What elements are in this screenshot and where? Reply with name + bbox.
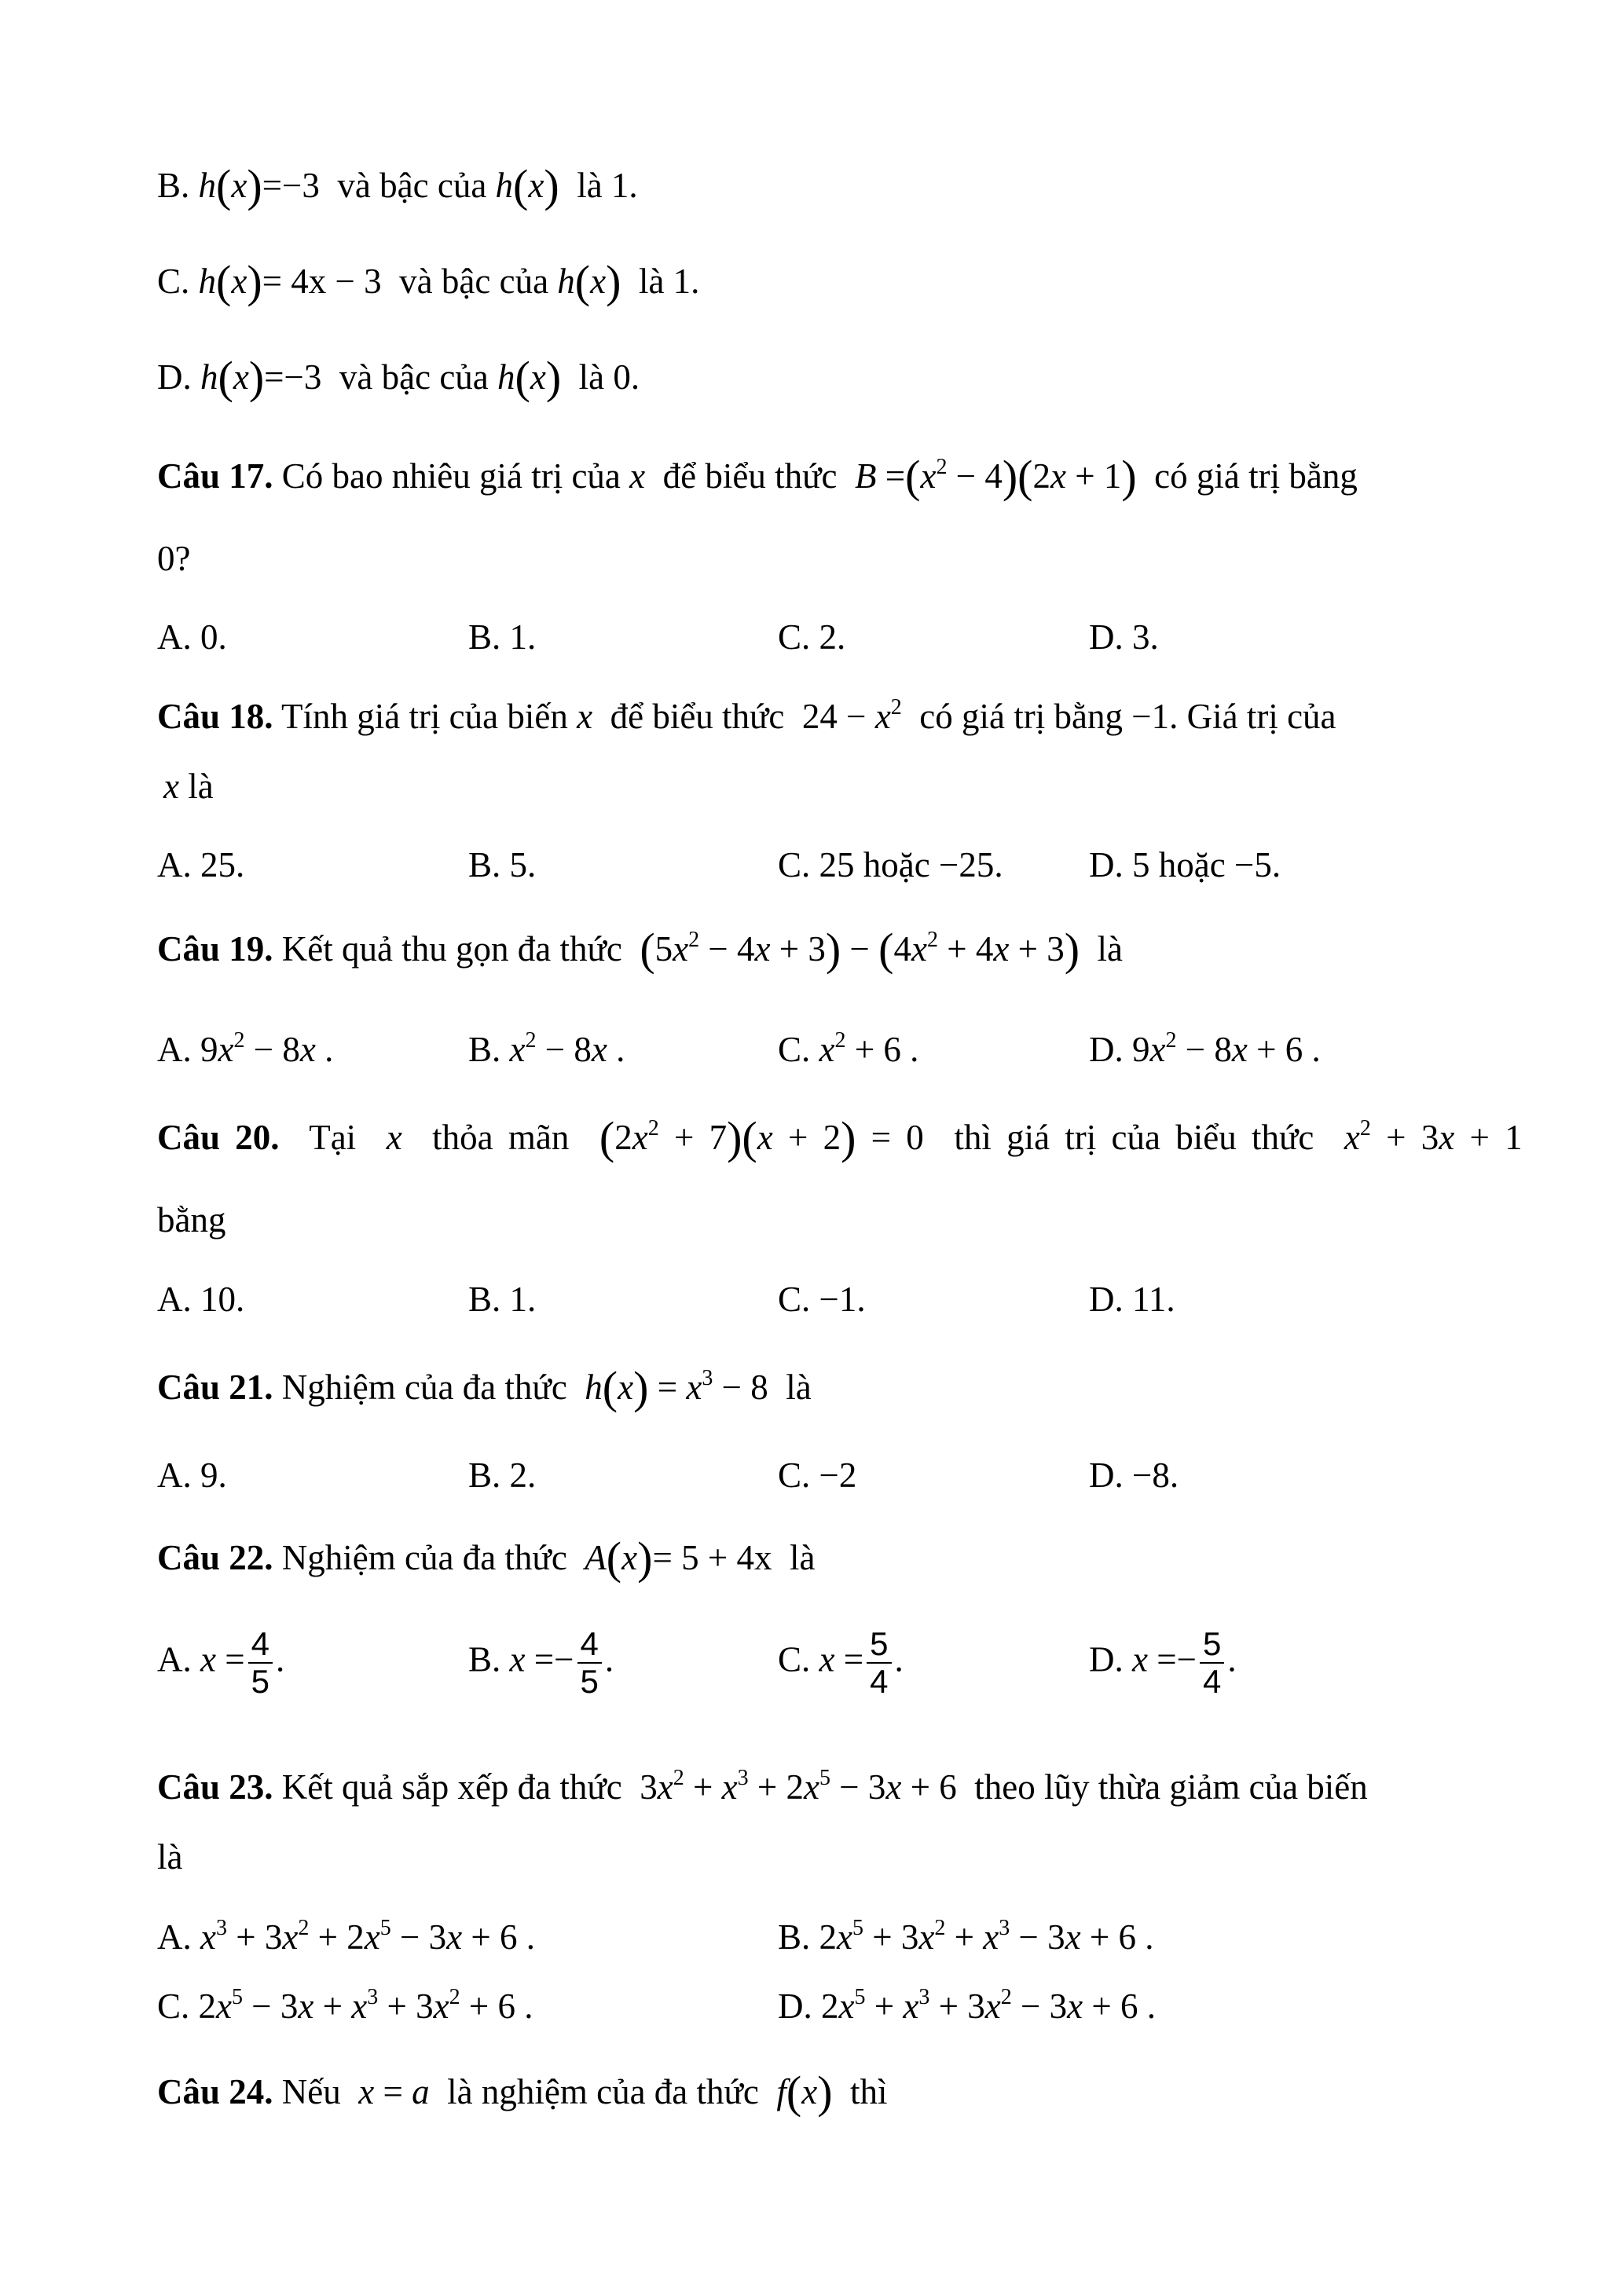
question-number: Câu 24. xyxy=(157,2072,273,2111)
variable: x xyxy=(163,767,179,806)
q18-option-c: C. 25 hoặc −25. xyxy=(778,845,1003,884)
question-text: Giá trị của xyxy=(1186,697,1336,736)
q19-option-d: D. $9x^2 - 8x + 6$ . xyxy=(1089,1028,1321,1069)
q17-option-a: A. 0. xyxy=(157,617,227,657)
numerator: 4 xyxy=(577,1626,602,1664)
option-label: B. xyxy=(468,1030,501,1069)
question-text: Tính giá trị của biến xyxy=(280,697,568,736)
question-text: Nghiệm của đa thức xyxy=(281,1538,567,1577)
q17-option-d: D. 3. xyxy=(1089,617,1159,657)
option-label: C. xyxy=(778,1030,811,1069)
q17-option-c: C. 2. xyxy=(778,617,846,657)
fraction xyxy=(248,1626,273,1700)
option-label: B. xyxy=(157,166,190,205)
fraction xyxy=(1200,1626,1224,1700)
question-number: Câu 17. xyxy=(157,456,273,496)
denominator: 5 xyxy=(251,1663,269,1701)
q19-option-b: B. $x^2 - 8x$ . xyxy=(468,1028,625,1069)
question-17: Câu 17. Có bao nhiêu giá trị của x để biểu thức $B =(x^2 - 4)(2x + 1)$ có giá trị bằng xyxy=(157,451,1358,502)
question-text: Kết quả sắp xếp đa thức xyxy=(281,1767,622,1807)
q18-option-b: B. 5. xyxy=(468,845,537,884)
variable: x xyxy=(577,697,593,736)
sign: − xyxy=(1176,1639,1197,1679)
question-text: thì xyxy=(850,2072,888,2111)
q22-option-b: B. x =− $\frac{4}{5}$ . xyxy=(468,1625,614,1701)
q20-option-a: A. 10. xyxy=(157,1280,245,1319)
fraction xyxy=(577,1626,602,1700)
option-tail: là 0. xyxy=(578,357,640,397)
question-text: có giá trị bằng xyxy=(919,697,1123,736)
q18-option-d: D. 5 hoặc −5. xyxy=(1089,845,1281,884)
question-text: là nghiệm của đa thức xyxy=(447,2072,759,2111)
question-23: Câu 23. Kết quả sắp xếp đa thức $3x^2 + x^3 + 2x^5 - 3x + 6$ theo lũy thừa giảm của biến xyxy=(157,1766,1368,1807)
question-number: Câu 21. xyxy=(157,1368,273,1407)
variable: x xyxy=(629,456,646,496)
option-b-prev: B. h(x)=−3 và bậc của h(x) là 1. xyxy=(157,160,638,211)
option-label: C. xyxy=(157,1987,190,2026)
denominator: 5 xyxy=(580,1663,599,1701)
numerator: 5 xyxy=(867,1626,891,1664)
question-23-cont: là xyxy=(157,1837,183,1877)
option-d-prev: D. h(x)=−3 và bậc của h(x) là 0. xyxy=(157,352,640,403)
question-20: Câu 20. Tại x thỏa mãn $(2x^2 + 7)(x + 2) = 0$ thì giá trị của biểu thức $x^2 + 3x + 1$ xyxy=(157,1112,1523,1163)
question-number: Câu 23. xyxy=(157,1767,273,1807)
numerator: 4 xyxy=(248,1626,273,1664)
q21-option-d: D. −8. xyxy=(1089,1456,1179,1495)
option-label: A. xyxy=(157,1030,192,1069)
question-number: Câu 22. xyxy=(157,1538,273,1577)
option-tail: là 1. xyxy=(577,166,638,205)
q18-option-a: A. 25. xyxy=(157,845,245,884)
option-expr: =−3 xyxy=(264,357,322,397)
option-label: A. xyxy=(157,1639,192,1679)
q23-option-d: D. $2x^5 + x^3 + 3x^2 - 3x + 6$ . xyxy=(778,1985,1156,2026)
question-text: Nếu xyxy=(281,2072,341,2111)
option-text: và bậc của xyxy=(339,357,489,397)
option-expr: =−3 xyxy=(262,166,320,205)
q20-option-b: B. 1. xyxy=(468,1280,537,1319)
option-label: C. xyxy=(778,1639,811,1679)
numerator: 5 xyxy=(1200,1626,1224,1664)
option-text: và bậc của xyxy=(337,166,487,205)
question-text: theo lũy thừa giảm của biến xyxy=(974,1767,1368,1807)
q19-option-c: C. $x^2 + 6$ . xyxy=(778,1028,919,1069)
option-label: D. xyxy=(157,357,192,397)
question-number: Câu 19. xyxy=(157,929,273,969)
expr: 24 − xyxy=(801,697,867,736)
question-text: là xyxy=(789,1538,816,1577)
question-text: Kết quả thu gọn đa thức xyxy=(281,929,622,969)
sign: − xyxy=(554,1639,574,1679)
question-21: Câu 21. Nghiệm của đa thức $h(x) = x^3 - 8$ là xyxy=(157,1362,812,1413)
option-expr: = 4x − 3 xyxy=(262,262,382,301)
value: −1. xyxy=(1131,697,1179,736)
question-text: có giá trị bằng xyxy=(1154,456,1358,496)
q22-option-c: C. x = $\frac{5}{4}$ . xyxy=(778,1625,904,1701)
q21-option-a: A. 9. xyxy=(157,1456,227,1495)
q17-option-b: B. 1. xyxy=(468,617,537,657)
question-22: Câu 22. Nghiệm của đa thức A(x)= 5 + 4x là xyxy=(157,1532,816,1584)
option-label: D. xyxy=(1089,1639,1124,1679)
expr: = 5 + 4x xyxy=(652,1538,772,1577)
option-c-prev: C. h(x)= 4x − 3 và bậc của h(x) là 1. xyxy=(157,256,700,307)
fraction xyxy=(867,1626,891,1700)
question-19: Câu 19. Kết quả thu gọn đa thức $(5x^2 - 4x + 3) - (4x^2 + 4x + 3)$ là xyxy=(157,924,1124,975)
question-number: Câu 20. xyxy=(157,1118,280,1157)
option-label: B. xyxy=(778,1917,811,1957)
option-text: và bậc của xyxy=(399,262,549,301)
option-label: A. xyxy=(157,1917,192,1957)
question-text: là xyxy=(786,1368,812,1407)
question-text: Nghiệm của đa thức xyxy=(281,1368,567,1407)
question-text: là xyxy=(188,767,214,806)
question-text: Có bao nhiêu giá trị của xyxy=(281,456,621,496)
option-tail: là 1. xyxy=(638,262,700,301)
question-18: Câu 18. Tính giá trị của biến x để biểu thức $24 - x^2$ có giá trị bằng −1. Giá trị của xyxy=(157,695,1336,736)
option-label: C. xyxy=(157,262,190,301)
option-label: D. xyxy=(1089,1030,1124,1069)
q21-option-b: B. 2. xyxy=(468,1456,537,1495)
denominator: 4 xyxy=(1203,1663,1222,1701)
question-24: Câu 24. Nếu x = a là nghiệm của đa thức f(x) thì xyxy=(157,2067,888,2118)
question-text: là xyxy=(1097,929,1124,969)
question-text: để biểu thức xyxy=(662,456,838,496)
q21-option-c: C. −2 xyxy=(778,1456,857,1495)
variable: x xyxy=(386,1118,402,1157)
q19-option-a: A. $9x^2 - 8x$ . xyxy=(157,1028,334,1069)
question-text: thì giá trị của biểu thức xyxy=(954,1118,1314,1157)
question-17-cont: 0? xyxy=(157,539,191,578)
option-label: B. xyxy=(468,1639,501,1679)
q20-option-d: D. 11. xyxy=(1089,1280,1175,1319)
question-20-cont: bằng xyxy=(157,1200,226,1240)
q23-option-a: A. $x^3 + 3x^2 + 2x^5 - 3x + 6$ . xyxy=(157,1916,535,1957)
question-text: để biểu thức xyxy=(610,697,785,736)
q23-option-c: C. $2x^5 - 3x + x^3 + 3x^2 + 6$ . xyxy=(157,1985,533,2026)
question-text: Tại xyxy=(309,1118,357,1157)
q20-option-c: C. −1. xyxy=(778,1280,866,1319)
denominator: 4 xyxy=(870,1663,889,1701)
q22-option-a: A. x = $\frac{4}{5}$ . xyxy=(157,1625,285,1701)
option-label: D. xyxy=(778,1987,812,2026)
question-text: thỏa mãn xyxy=(432,1118,570,1157)
question-18-cont xyxy=(163,766,214,807)
q23-option-b: B. $2x^5 + 3x^2 + x^3 - 3x + 6$ . xyxy=(778,1916,1154,1957)
q22-option-d: D. x =− $\frac{5}{4}$ . xyxy=(1089,1625,1237,1701)
question-number: Câu 18. xyxy=(157,697,273,736)
